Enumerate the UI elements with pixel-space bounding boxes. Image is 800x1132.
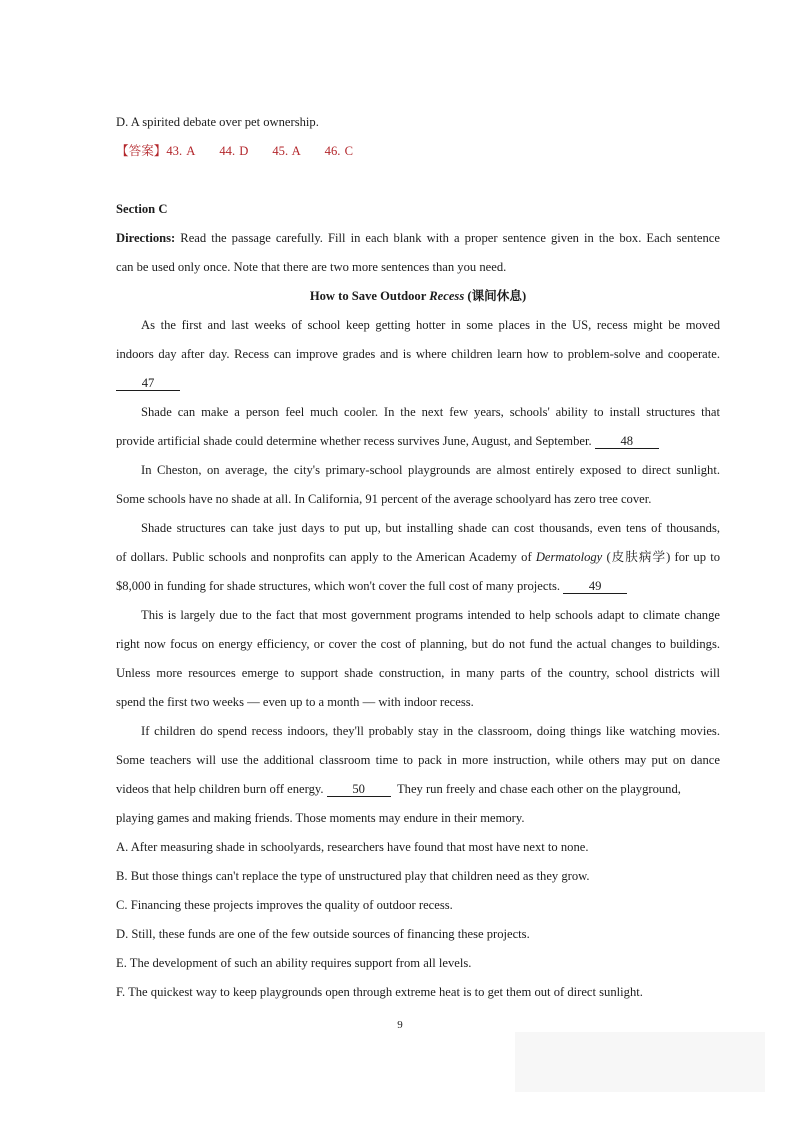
option-e: E. The development of such an ability requires support from all levels. — [116, 956, 472, 970]
p6-text-3b: They run freely and chase each other on the playground, — [396, 782, 681, 796]
option-b: B. But those things can't replace the type of unstructured play that children need as they grow. — [116, 869, 590, 883]
section-title: Section C — [116, 202, 168, 216]
p1-line-1: As the first and last weeks of school keep getting hotter in some places in the US, recess might be moved — [141, 318, 720, 332]
blank-49[interactable]: 49 — [563, 579, 627, 594]
p5-line-1: This is largely due to the fact that most government programs intended to help schools adapt to climate change — [141, 608, 720, 622]
answer-43: 43. A — [166, 144, 196, 158]
page-number: 9 — [397, 1019, 403, 1031]
p4-text-2b: (皮肤病学) for up to — [602, 550, 720, 564]
previous-question-option-d: D. A spirited debate over pet ownership. — [116, 115, 319, 129]
blank-47[interactable]: 47 — [116, 376, 180, 391]
answer-46: 46. C — [324, 144, 353, 158]
answer-44: 44. D — [219, 144, 249, 158]
directions-label: Directions: — [116, 231, 176, 245]
answer-key — [116, 143, 720, 159]
blank-48[interactable]: 48 — [595, 434, 659, 449]
passage-title-prefix: How to Save Outdoor — [309, 289, 430, 303]
passage-title-suffix: (课间休息) — [464, 289, 527, 303]
option-a: A. After measuring shade in schoolyards, researchers have found that most have next to none. — [116, 840, 589, 854]
p6-line-4: playing games and making friends. Those moments may endure in their memory. — [116, 811, 525, 825]
p4-dermatology: Dermatology — [535, 550, 603, 564]
scan-smudge — [515, 1032, 765, 1092]
p6-line-3 — [116, 781, 720, 797]
directions-line-1 — [116, 230, 720, 246]
p4-text-2a: of dollars. Public schools and nonprofits can apply to the American Academy of — [116, 550, 536, 564]
option-f: F. The quickest way to keep playgrounds open through extreme heat is to get them out of direct sunlight. — [116, 985, 643, 999]
option-d: D. Still, these funds are one of the few outside sources of financing these projects. — [116, 927, 530, 941]
p6-text-3a: videos that help children burn off energy. — [116, 782, 324, 796]
passage-title — [116, 288, 720, 304]
directions-line-2: can be used only once. Note that there are two more sentences than you need. — [116, 260, 507, 274]
p3-line-2: Some schools have no shade at all. In California, 91 percent of the average schoolyard has zero tree cover. — [116, 492, 652, 506]
p1-line-2: indoors day after day. Recess can improve grades and is where children learn how to problem-solve and cooperate. — [116, 347, 720, 361]
answer-45: 45. A — [272, 144, 301, 158]
option-c: C. Financing these projects improves the quality of outdoor recess. — [116, 898, 453, 912]
p4-line-1: Shade structures can take just days to put up, but installing shade can cost thousands, even tens of thousands, — [141, 521, 720, 535]
p1-line-3 — [116, 375, 720, 391]
p6-line-1: If children do spend recess indoors, they'll probably stay in the classroom, doing things like watching movies. — [141, 724, 720, 738]
p2-line-1: Shade can make a person feel much cooler. In the next few years, schools' ability to install structures that — [141, 405, 720, 419]
p5-line-2: right now focus on energy efficiency, or cover the cost of planning, but do not fund the actual changes to buildings. — [116, 637, 720, 651]
passage-title-italic: Recess — [429, 289, 465, 303]
p3-line-1: In Cheston, on average, the city's primary-school playgrounds are almost entirely exposed to direct sunlight. — [141, 463, 720, 477]
answer-key-label: 【答案】 — [116, 144, 167, 158]
p4-line-2 — [116, 549, 720, 565]
blank-50[interactable]: 50 — [327, 782, 391, 797]
p2-text-2: provide artificial shade could determine whether recess survives June, August, and September. — [116, 434, 592, 448]
p5-line-4: spend the first two weeks — even up to a month — with indoor recess. — [116, 695, 474, 709]
p4-text-3: $8,000 in funding for shade structures, which won't cover the full cost of many projects. — [116, 579, 560, 593]
directions-text-1: Read the passage carefully. Fill in each blank with a proper sentence given in the box. Each sentence — [175, 231, 720, 245]
p4-line-3 — [116, 578, 720, 594]
p6-line-2: Some teachers will use the additional classroom time to pack in more instruction, while others may put on dance — [116, 753, 720, 767]
p2-line-2 — [116, 433, 720, 449]
p5-line-3: Unless more resources emerge to support shade construction, in many parts of the country, school districts will — [116, 666, 720, 680]
